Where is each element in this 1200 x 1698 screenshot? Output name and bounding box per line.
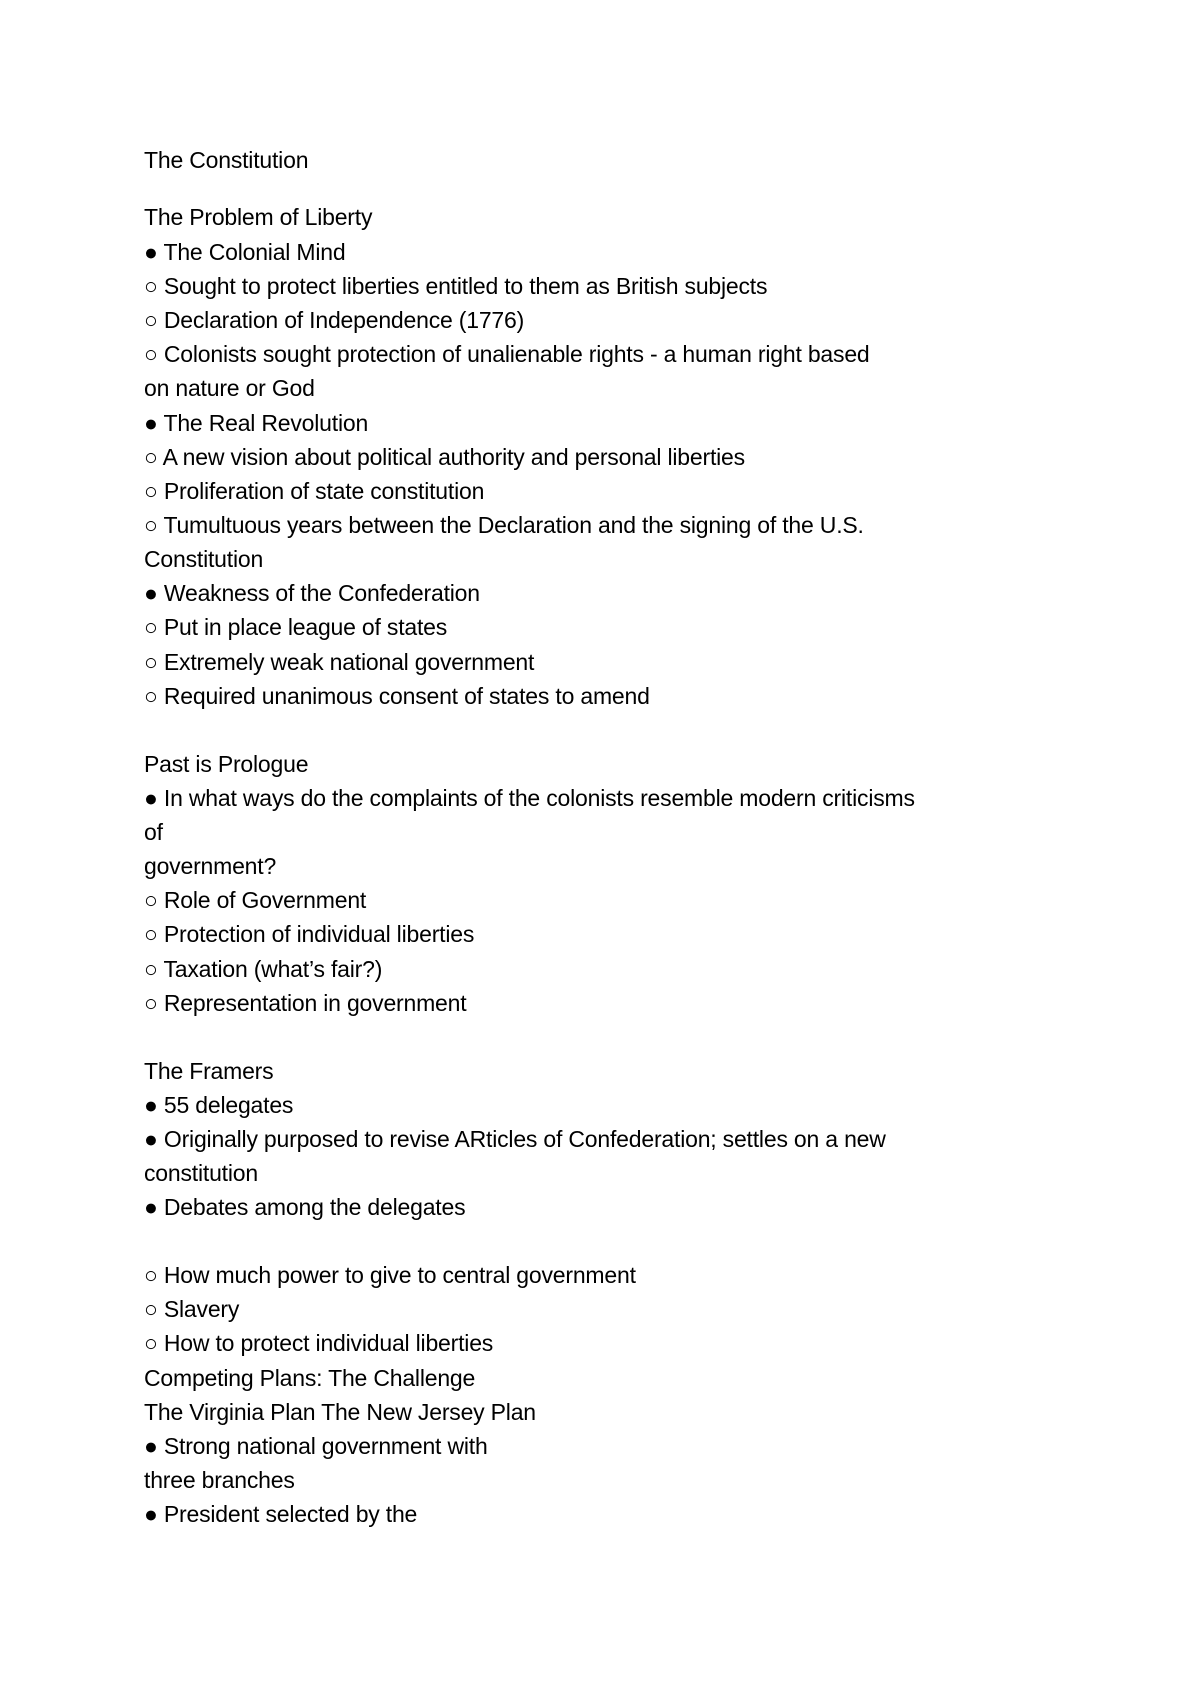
sub-bullet-item-taxation-what-s-fair: ○ Taxation (what’s fair?) bbox=[144, 956, 383, 982]
text-line-competing-plans-the-challenge: Competing Plans: The Challenge bbox=[144, 1365, 476, 1391]
sub-bullet-item-role-of-government: ○ Role of Government bbox=[144, 887, 367, 913]
bullet-item-president-selected-by-the: ● President selected by the bbox=[144, 1501, 418, 1527]
text-line-government: government? bbox=[144, 853, 277, 879]
sub-bullet-item-a-new-vision-about-political-authority-a: ○ A new vision about political authority and personal liberties bbox=[144, 444, 745, 470]
text-line-constitution: Constitution bbox=[144, 546, 264, 572]
text-line-the-virginia-plan-the-new-jersey-plan: The Virginia Plan The New Jersey Plan bbox=[144, 1399, 536, 1425]
text-line-of: of bbox=[144, 819, 163, 845]
sub-bullet-item-required-unanimous-consent-of-states-to-: ○ Required unanimous consent of states to amend bbox=[144, 683, 650, 709]
text-line-past-is-prologue: Past is Prologue bbox=[144, 751, 309, 777]
bullet-item-the-colonial-mind: ● The Colonial Mind bbox=[144, 239, 346, 265]
bullet-item-weakness-of-the-confederation: ● Weakness of the Confederation bbox=[144, 580, 480, 606]
sub-bullet-item-slavery: ○ Slavery bbox=[144, 1296, 240, 1322]
text-line-constitution: constitution bbox=[144, 1160, 258, 1186]
sub-bullet-item-tumultuous-years-between-the-declaration: ○ Tumultuous years between the Declaration and the signing of the U.S. bbox=[144, 512, 864, 538]
sub-bullet-item-how-much-power-to-give-to-central-govern: ○ How much power to give to central government bbox=[144, 1262, 636, 1288]
text-line-the-framers: The Framers bbox=[144, 1058, 274, 1084]
text-line-on-nature-or-god: on nature or God bbox=[144, 375, 315, 401]
text-line-three-branches: three branches bbox=[144, 1467, 295, 1493]
sub-bullet-item-extremely-weak-national-government: ○ Extremely weak national government bbox=[144, 649, 535, 675]
sub-bullet-item-colonists-sought-protection-of-unalienab: ○ Colonists sought protection of unalienable rights - a human right based bbox=[144, 341, 870, 367]
sub-bullet-item-sought-to-protect-liberties-entitled-to-: ○ Sought to protect liberties entitled to them as British subjects bbox=[144, 273, 768, 299]
bullet-item-originally-purposed-to-revise-articles-o: ● Originally purposed to revise ARticles of Confederation; settles on a new bbox=[144, 1126, 886, 1152]
sub-bullet-item-declaration-of-independence-1776: ○ Declaration of Independence (1776) bbox=[144, 307, 525, 333]
bullet-item-debates-among-the-delegates: ● Debates among the delegates bbox=[144, 1194, 466, 1220]
bullet-item-55-delegates: ● 55 delegates bbox=[144, 1092, 294, 1118]
sub-bullet-item-put-in-place-league-of-states: ○ Put in place league of states bbox=[144, 614, 448, 640]
bullet-item-the-real-revolution: ● The Real Revolution bbox=[144, 410, 369, 436]
bullet-item-in-what-ways-do-the-complaints-of-the-co: ● In what ways do the complaints of the colonists resemble modern criticisms bbox=[144, 785, 915, 811]
text-line-the-constitution: The Constitution bbox=[144, 147, 309, 173]
sub-bullet-item-representation-in-government: ○ Representation in government bbox=[144, 990, 467, 1016]
sub-bullet-item-protection-of-individual-liberties: ○ Protection of individual liberties bbox=[144, 921, 475, 947]
sub-bullet-item-how-to-protect-individual-liberties: ○ How to protect individual liberties bbox=[144, 1330, 494, 1356]
sub-bullet-item-proliferation-of-state-constitution: ○ Proliferation of state constitution bbox=[144, 478, 485, 504]
text-line-the-problem-of-liberty: The Problem of Liberty bbox=[144, 204, 373, 230]
bullet-item-strong-national-government-with: ● Strong national government with bbox=[144, 1433, 488, 1459]
